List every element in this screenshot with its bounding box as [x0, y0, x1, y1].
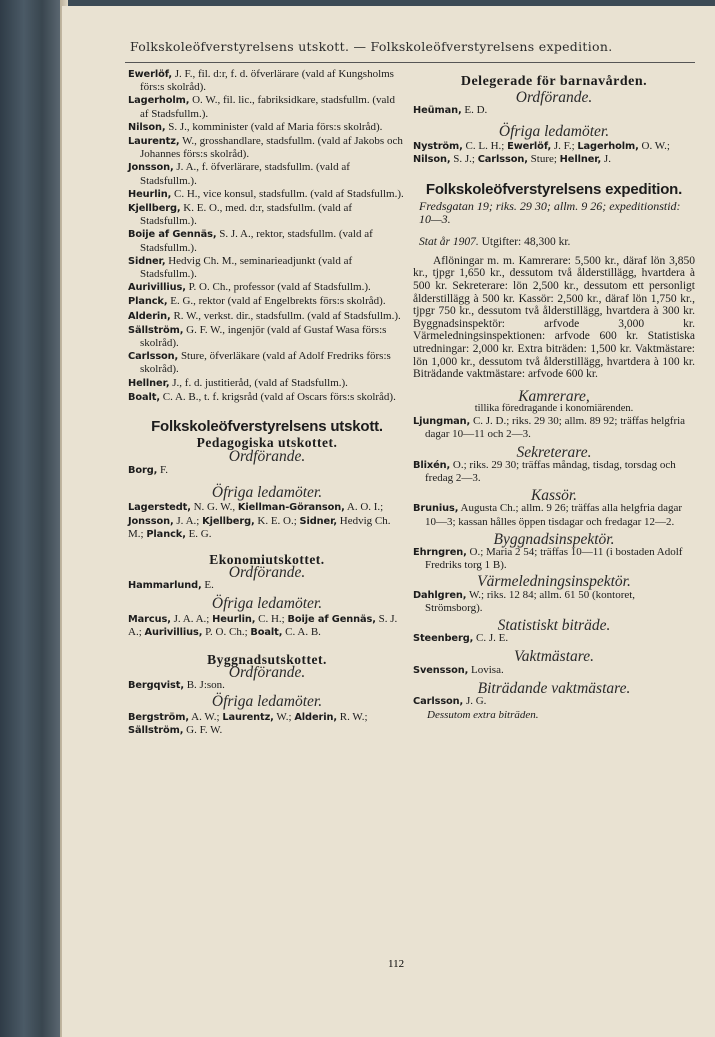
member-inline	[294, 711, 367, 723]
member-entry	[128, 135, 406, 160]
person-name: Heurlin,	[128, 188, 172, 200]
person-text: O. W., fil. lic., fabriksidkare, stadsfullm. (vald af Stadsfullm.).	[140, 94, 395, 120]
person-text: G. F. W., ingenjör (vald af Gustaf Wasa förs:s skolråd).	[140, 323, 387, 350]
stat-utgifter: Utgifter: 48,300 kr.	[481, 236, 571, 249]
person-name: Lagerholm,	[128, 95, 190, 107]
member-entry	[128, 350, 406, 375]
person-text: J. F., fil. d:r, f. d. öfverlärare (vald af Kungsholms förs:s skolråd).	[140, 68, 394, 94]
person-name: Sidner,	[299, 515, 338, 527]
person-name: Boije af Gennäs,	[287, 613, 376, 625]
bygginsp-entry	[413, 546, 695, 571]
person-text: W.;	[276, 710, 292, 723]
member-entry	[128, 377, 406, 390]
person-rest: J. G.	[465, 695, 487, 707]
ekon-title: Ekonomiutskottet.	[209, 551, 325, 567]
header-rule	[125, 62, 695, 63]
stat-year: Stat år 1907.	[419, 236, 479, 249]
person-text: E. G.	[188, 528, 212, 541]
ped-title: Pedagogiska utskottet.	[196, 435, 338, 451]
deleg-ovriga-label: Öfriga ledamöter.	[498, 122, 610, 140]
person-name: Aurivillius,	[128, 282, 186, 294]
person-text: Hedvig Ch. M.;	[128, 514, 391, 541]
person-name: Marcus,	[128, 613, 171, 625]
deleg-title: Delegerade för barnavården.	[460, 74, 648, 89]
person-name: Hammarlund,	[128, 580, 202, 592]
person-name: Carlsson,	[477, 154, 528, 166]
member-entry	[128, 228, 406, 253]
person-text: C. A. B.	[285, 626, 321, 639]
person-name: Ewerlöf,	[507, 140, 552, 152]
member-inline	[577, 140, 670, 152]
person-text: J.	[603, 153, 611, 166]
person-name: Svensson,	[413, 664, 469, 676]
ekon-ovriga-label: Öfriga ledamöter.	[211, 595, 323, 613]
member-entry	[128, 310, 406, 323]
member-entry	[128, 188, 406, 201]
person-text: W., grosshandlare, stadsfullm. (vald af Jakobs och Johannes förs:s skolråd).	[140, 135, 403, 161]
bygginsp-label: Byggnadsinspektör.	[493, 530, 615, 548]
member-inline	[128, 724, 222, 736]
person-text: A. O. I.;	[346, 501, 384, 514]
person-name: Sällström,	[128, 324, 184, 336]
bitr-extra: Dessutom extra biträden.	[427, 709, 539, 722]
utskott-title: Folkskoleöfverstyrelsens utskott.	[151, 418, 383, 436]
member-inline	[128, 501, 238, 513]
person-text: C. H.;	[258, 612, 285, 625]
bygg-ordf-label: Ordförande.	[228, 664, 306, 682]
person-name: Boalt,	[250, 627, 283, 639]
bygg-ovriga-label: Öfriga ledamöter.	[211, 693, 323, 711]
member-list	[128, 68, 406, 404]
person-text: G. F. W.	[186, 724, 223, 737]
varme-entry	[413, 589, 695, 614]
person-rest: Lovisa.	[471, 663, 504, 676]
person-name: Jonsson,	[128, 162, 174, 174]
member-entry	[128, 281, 406, 294]
bygg-ordf	[128, 679, 406, 692]
member-entry	[128, 255, 406, 280]
person-text: J. A.;	[176, 514, 200, 527]
member-inline	[146, 528, 211, 540]
person-name: Ewerlöf,	[128, 69, 172, 80]
person-name: Hellner,	[128, 377, 170, 389]
person-name: Nilson,	[413, 154, 451, 166]
stat-label: Statistiskt biträde.	[497, 616, 611, 634]
person-text: O. W.;	[641, 139, 670, 152]
page-number: 112	[388, 958, 405, 970]
person-text: N. G. W.,	[193, 501, 236, 514]
kamrerare-label: Kamrerare,	[518, 387, 590, 405]
member-entry	[128, 68, 406, 93]
person-name: Dahlgren,	[413, 589, 467, 601]
member-inline	[212, 613, 287, 625]
person-name: Kjellberg,	[128, 203, 181, 215]
member-inline	[128, 613, 212, 625]
bitr-label: Biträdande vaktmästare.	[477, 679, 631, 697]
person-text: J., f. d. justitieråd, (vald af Stadsfullm.).	[172, 376, 348, 389]
person-text: C. L. H.;	[465, 139, 505, 152]
deleg-ordf-label: Ordförande.	[515, 89, 593, 107]
person-rest: O.; riks. 29 30; träffas måndag, tisdag, torsdag och fredag 2—3.	[425, 458, 676, 484]
person-rest: C. J. D.; riks. 29 30; allm. 89 92; träffas helgfria dagar 10—11 och 2—3.	[425, 415, 686, 441]
vakt-entry	[413, 664, 695, 677]
member-inline	[560, 153, 611, 165]
person-name: Heurlin,	[212, 613, 256, 625]
person-text: S. J., komminister (vald af Maria förs:s skolråd).	[168, 120, 383, 133]
person-text: C. A. B., t. f. krigsråd (vald af Oscars förs:s skolråd).	[162, 390, 396, 403]
member-entry	[128, 391, 406, 404]
exp-address: Fredsgatan 19; riks. 29 30; allm. 9 26; expeditionstid: 10—3.	[419, 199, 681, 227]
person-text: S. J. A., rektor, stadsfullm. (vald af Stadsfullm.).	[140, 228, 373, 254]
person-rest: B. J:son.	[186, 679, 225, 692]
book-binding	[0, 0, 60, 1037]
person-rest: Augusta Ch.; allm. 9 26; träffas alla helgfria dagar 10—3; kassan hålles öppen tisdagar och fredagar 12—2.	[425, 502, 683, 528]
person-name: Boije af Gennäs,	[128, 229, 217, 241]
person-text: S. J. A.;	[128, 612, 398, 639]
person-name: Lagerholm,	[577, 140, 639, 152]
exp-title: Folkskoleöfverstyrelsens expedition.	[425, 181, 683, 198]
person-name: Carlsson,	[128, 351, 179, 363]
person-name: Planck,	[146, 529, 186, 541]
person-text: J. F.;	[553, 139, 575, 152]
person-name: Bergström,	[128, 711, 189, 723]
person-name: Ljungman,	[413, 416, 471, 428]
person-name: Laurentz,	[222, 711, 274, 723]
kamrerare-entry	[413, 415, 695, 440]
person-text: E. G., rektor (vald af Engelbrekts förs:s skolråd).	[170, 295, 386, 308]
person-name: Sällström,	[128, 725, 184, 737]
person-name: Brunius,	[413, 503, 459, 515]
stat-header	[413, 236, 695, 249]
person-name: Bergqvist,	[128, 680, 184, 692]
ekon-ordf-label: Ordförande.	[228, 564, 306, 582]
member-inline	[238, 501, 383, 513]
person-text: K. E. O., med. d:r, stadsfullm. (vald af Stadsfullm.).	[140, 202, 353, 228]
person-name: Sidner,	[128, 255, 166, 267]
person-text: S. J.;	[453, 153, 475, 166]
person-text: R. W.;	[339, 710, 368, 723]
kassor-label: Kassör.	[530, 487, 578, 505]
person-rest: E. D.	[464, 104, 488, 117]
ped-ovriga-list	[128, 501, 406, 542]
member-inline	[128, 711, 222, 723]
person-name: Alderin,	[294, 711, 337, 723]
person-name: Ehrngren,	[413, 546, 467, 558]
sekr-entry	[413, 459, 695, 484]
ped-ordf-label: Ordförande.	[228, 448, 306, 466]
person-rest: F.	[160, 463, 169, 476]
stat-body: Aflöningar m. m. Kamrerare: 5,500 kr., däraf lön 3,850 kr., tjpgr 1,650 kr., dessutom två ålderstillägg, hvartdera à 500 kr. Sekreterare: lön 2,500 kr., dessutom ett personligt ålderstillägg à 500 kr. Kassör: 2,500 kr., däraf lön 1,750 kr., tjpgr 750 kr., dessutom två ålderstillägg, hvartdera à 300 kr. Byggnadsinspektör: arfvode 3,000 kr. Värmeledningsinspektionen: arfvode 600 kr. Statistiska utredningar: 2,000 kr. Extra biträden: 1,500 kr. Vaktmästare: lön 1,000 kr., dessutom två ålderstillägg, hvartdera à 100 kr. Biträdande vaktmästare: arfvode 600 kr.	[413, 254, 695, 381]
person-name: Boalt,	[128, 391, 160, 403]
ped-ordf	[128, 464, 406, 477]
left-column	[128, 68, 406, 738]
person-name: Planck,	[128, 296, 168, 308]
person-name: Nyström,	[413, 140, 463, 152]
person-text: P. O. Ch., professor (vald af Stadsfullm.).	[188, 281, 371, 294]
person-name: Blixén,	[413, 459, 451, 471]
right-column	[413, 68, 695, 721]
member-entry	[128, 295, 406, 308]
person-rest: C. J. E.	[475, 632, 509, 645]
member-entry	[128, 94, 406, 119]
deleg-ordf	[413, 104, 695, 117]
person-rest: O.; Maria 2 54; träffas 10—11 (i bostaden Adolf Fredriks torg 1 B).	[425, 545, 683, 572]
bygg-title: Byggnadsutskottet.	[207, 651, 327, 667]
member-inline	[202, 515, 299, 527]
vakt-label: Vaktmästare.	[514, 648, 594, 666]
member-inline	[128, 515, 202, 527]
person-text: K. E. O.;	[257, 514, 297, 527]
kassor-entry	[413, 502, 695, 527]
member-inline	[145, 626, 251, 638]
running-head: Folkskoleöfverstyrelsens utskott. — Folkskoleöfverstyrelsens expedition.	[130, 39, 613, 54]
kamrerare-sub: tillika föredragande i konomiärenden.	[474, 402, 634, 414]
sekr-label: Sekreterare.	[516, 443, 592, 461]
ped-ovriga-label: Öfriga ledamöter.	[211, 483, 323, 501]
person-name: Carlsson,	[413, 696, 464, 707]
person-text: J. A. A.;	[173, 612, 210, 625]
person-name: Aurivillius,	[144, 627, 203, 639]
member-entry	[128, 161, 406, 186]
member-inline	[250, 626, 321, 638]
bygg-ovriga-list	[128, 711, 406, 738]
person-name: Borg,	[128, 464, 158, 476]
person-rest: E.	[204, 579, 214, 592]
person-text: J. A., f. öfverlärare, stadsfullm. (vald af Stadsfullm.).	[140, 161, 350, 187]
person-text: R. W., verkst. dir., stadsfullm. (vald af Stadsfullm.).	[173, 309, 401, 322]
member-inline	[507, 140, 577, 152]
member-entry	[128, 121, 406, 134]
ekon-ordf	[128, 579, 406, 592]
varme-label: Värmeledningsinspektör.	[477, 573, 631, 591]
person-name: Alderin,	[128, 310, 171, 322]
person-text: Sture;	[530, 153, 557, 166]
stat-entry	[413, 632, 695, 645]
person-text: C. H., vice konsul, stadsfullm. (vald af Stadsfullm.).	[174, 187, 404, 200]
person-text: A. W.;	[191, 710, 220, 723]
person-name: Kiellman-Göranson,	[237, 502, 345, 514]
person-name: Jonsson,	[128, 515, 174, 527]
person-text: Sture, öfverläkare (vald af Adolf Fredriks förs:s skolråd).	[140, 350, 391, 376]
member-inline	[478, 153, 560, 165]
person-name: Laurentz,	[128, 136, 180, 148]
person-name: Hellner,	[559, 154, 602, 166]
member-inline	[222, 711, 294, 723]
member-inline	[413, 153, 478, 165]
person-name: Kjellberg,	[202, 515, 255, 527]
person-text: P. O. Ch.;	[205, 626, 248, 639]
person-name: Lagerstedt,	[128, 502, 191, 514]
person-name: Nilson,	[128, 121, 166, 133]
member-entry	[128, 202, 406, 227]
deleg-ovriga-list	[413, 140, 695, 167]
member-inline	[413, 140, 507, 152]
person-text: Hedvig Ch. M., seminarieadjunkt (vald af Stadsfullm.).	[140, 254, 353, 281]
person-name: Steenberg,	[413, 633, 474, 645]
person-rest: W.; riks. 12 84; allm. 61 50 (kontoret, Strömsborg).	[425, 588, 636, 614]
person-name: Heüman,	[413, 105, 462, 117]
bitr-entry	[413, 695, 695, 708]
ekon-ovriga-list	[128, 613, 406, 640]
member-entry	[128, 324, 406, 349]
